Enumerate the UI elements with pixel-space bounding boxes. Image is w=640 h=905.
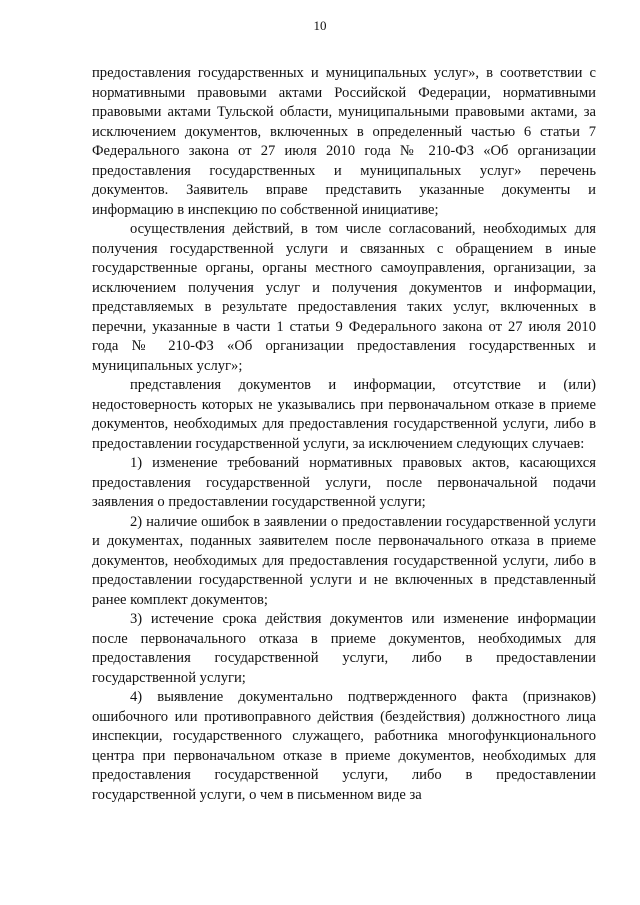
- list-item-1: 1) изменение требований нормативных правовых актов, касающихся предоставления государственной услуги, после первоначальной подачи заявления о предоставлении государственной услуги;: [92, 455, 596, 510]
- list-item-4: 4) выявление документально подтвержденного факта (признаков) ошибочного или противоправного действия (бездействия) должностного лица инспекции, государственного служащего, работника многофункционального центра при первоначальном отказе в приеме документов, необходимых для предоставления государственной услуги, либо в предоставлении государственной услуги, о чем в письменном виде за: [92, 689, 596, 803]
- paragraph-documents: представления документов и информации, отсутствие и (или) недостоверность которых не указывались при первоначальном отказе в приеме документов, необходимых для предоставления государственной услуги, либо в предоставлении государственной услуги, за исключением следующих случаев:: [92, 377, 596, 452]
- list-item-3: 3) истечение срока действия документов или изменение информации после первоначального отказа в приеме документов, необходимых для предоставления государственной услуги, либо в предоставлении государственной услуги;: [92, 611, 596, 686]
- paragraph-actions: осуществления действий, в том числе согласований, необходимых для получения государственной услуги и связанных с обращением в иные государственные органы, органы местного самоуправления, организации, за исключением получения услуг и получения документов и информации, представляемых в результате предоставления таких услуг, включенных в перечни, указанные в части 1 статьи 9 Федерального закона от 27 июля 2010 года № 210-ФЗ «Об организации предоставления государственных и муниципальных услуг»;: [92, 221, 596, 374]
- paragraph-continuation: предоставления государственных и муниципальных услуг», в соответствии с нормативными правовыми актами Российской Федерации, нормативными правовыми актами Тульской области, муниципальными правовыми актами, за исключением документов, включенных в определенный частью 6 статьи 7 Федерального закона от 27 июля 2010 года № 210-ФЗ «Об организации предоставления государственных и муниципальных услуг» перечень документов. Заявитель вправе представить указанные документы и информацию в инспекцию по собственной инициативе;: [92, 65, 596, 218]
- list-item-2: 2) наличие ошибок в заявлении о предоставлении государственной услуги и документах, поданных заявителем после первоначального отказа в приеме документов, необходимых для предоставления государственной услуги, либо в предоставлении государственной услуги и не включенных в представленный ранее комплект документов;: [92, 513, 596, 608]
- page-number: 10: [313, 18, 327, 33]
- document-body: [92, 64, 596, 805]
